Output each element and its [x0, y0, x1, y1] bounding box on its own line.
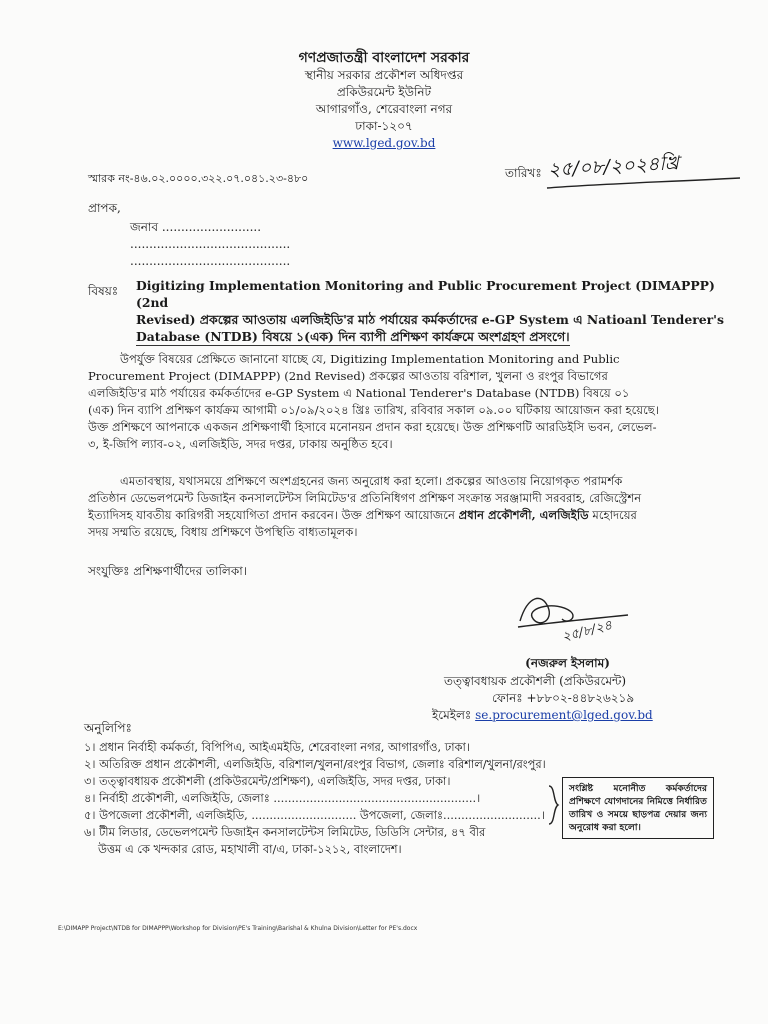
- website-link[interactable]: www.lged.gov.bd: [332, 136, 436, 150]
- attachment-note: সংযুক্তিঃ প্রশিক্ষণার্থীদের তালিকা।: [88, 564, 248, 578]
- cc-label: অনুলিপিঃ: [84, 721, 132, 735]
- paragraph-2: [88, 473, 736, 541]
- cc-item-4: ৪। নির্বাহী প্রকৌশলী, এলজিইডি, জেলাঃ ........................................................।: [84, 791, 481, 805]
- cc-item-3: ৩। তত্ত্বাবধায়ক প্রকৌশলী (প্রকিউরমেন্ট/প্রশিক্ষণ), এলজিইডি, সদর দপ্তর, ঢাকা।: [84, 774, 451, 788]
- date-scribble-icon: [545, 160, 745, 194]
- signatory-block: [432, 673, 653, 724]
- brace-icon: [547, 784, 561, 826]
- p1-line-6: ৩, ই-জিপি ল্যাব-০২, এলজিইডি, সদর দপ্তর, ঢাকায় অনুষ্ঠিত হবে।: [88, 437, 393, 451]
- handwritten-date: ২৫/০৮/২০২৪খ্রি: [547, 152, 680, 181]
- recipient-block: [130, 219, 290, 270]
- file-path-footer: E:\DIMAPP Project\NTDB for DIMAPPP\Workshop for Division\PE's Training\Barishal & Khulna Division\Letter for PE's.docx: [58, 925, 418, 932]
- p1-line-2: Procurement Project (DIMAPPP) (2nd Revised) প্রকল্পের আওতায় বরিশাল, খুলনা ও রংপুর বিভাগের: [88, 369, 608, 383]
- p1-line-5: উক্ত প্রশিক্ষণে আপনাকে একজন প্রশিক্ষণার্থী হিসাবে মনোনয়ন প্রদান করা হয়েছে। উক্ত প্রশিক্ষণটি আরডিইসি ভবন, লেভেল-: [88, 420, 657, 434]
- cc-item-1: ১। প্রধান নির্বাহী কর্মকর্তা, বিপিপিএ, আইএমইডি, শেরেবাংলা নগর, আগারগাঁও, ঢাকা।: [84, 740, 470, 754]
- email-label: ইমেইলঃ: [432, 708, 472, 722]
- paragraph-1: [88, 351, 736, 453]
- recipient-label: প্রাপক,: [88, 201, 121, 215]
- signatory-designation: তত্ত্বাবধায়ক প্রকৌশলী (প্রকিউরমেন্ট): [444, 674, 627, 688]
- subject-line-1: Digitizing Implementation Monitoring and Public Procurement Project (DIMAPPP) (2nd: [136, 278, 715, 310]
- memo-ref: স্মারক নং-৪৬.০২.০০০০.৩২২.০৭.০৪১.২৩-৪৮০: [88, 172, 309, 185]
- city-line: ঢাকা-১২০৭: [355, 119, 413, 133]
- p2-highlight: প্রধান প্রকৌশলী, এলজিইডি: [458, 508, 589, 522]
- cc-item-5: ৫। উপজেলা প্রকৌশলী, এলজিইডি, ............................. উপজেলা, জেলাঃ...........................।: [84, 808, 545, 822]
- cc-item-6: ৬। টীম লিডার, ডেভেলপমেন্ট ডিজাইন কনসালটেন্টস লিমিটেড, ডিডিসি সেন্টার, ৪৭ বীর: [84, 825, 486, 839]
- p1-line-1: উপর্যুক্ত বিষয়ের প্রেক্ষিতে জানানো যাচ্ছে যে, Digitizing Implementation Monitoring and Public: [120, 352, 620, 366]
- recipient-line-1: জনাব ..........................: [130, 220, 262, 234]
- letterhead: [0, 50, 768, 152]
- p2-line-3-end: মহোদয়ের: [592, 508, 637, 522]
- dept-name: স্থানীয় সরকার প্রকৌশল অধিদপ্তর: [304, 68, 464, 82]
- p2-line-3: ইত্যাদিসহ যাবতীয় কারিগরী সহযোগিতা প্রদান করবেন। উক্ত প্রশিক্ষণ আয়োজনে: [88, 508, 455, 522]
- signature-date: ২৫/৮/২৪: [560, 618, 614, 645]
- p2-line-4: সদয় সম্মতি রয়েছে, বিধায় প্রশিক্ষণে উপস্থিতি বাধ্যতামূলক।: [88, 525, 358, 539]
- date-label: তারিখঃ: [505, 166, 542, 180]
- p2-line-1: এমতাবস্থায়, যথাসময়ে প্রশিক্ষণে অংশগ্রহনের জন্য অনুরোধ করা হলো। প্রকল্পের আওতায় নিয়োগকৃত পরামর্শক: [120, 474, 623, 488]
- email-link[interactable]: se.procurement@lged.gov.bd: [475, 708, 653, 722]
- subject-line-2: Revised) প্রকল্পের আওতায় এলজিইডি'র মাঠ পর্যায়ের কর্মকর্তাদের e-GP System এ Natioanl Tenderer's: [136, 312, 724, 327]
- signatory-name: (নজরুল ইসলাম): [525, 656, 610, 670]
- p2-line-3-wrap: [88, 507, 736, 524]
- subject-label: বিষয়ঃ: [88, 284, 119, 298]
- instruction-box: সংশ্লিষ্ট মনোনীত কর্মকর্তাদের প্রশিক্ষণে যোগদানের নিমিত্তে নির্ধারিত তারিখ ও সময়ে ছাড়পত্র দেয়ার জন্য অনুরোধ করা হলো।: [562, 777, 714, 839]
- recipient-line-2: ..........................................: [130, 237, 291, 251]
- p2-line-2: প্রতিষ্ঠান ডেভেলপমেন্ট ডিজাইন কনসালটেন্টস লিমিটেড'র প্রতিনিধিগণ প্রশিক্ষণ সংক্রান্ত সরঞ্জামাদী সরবরাহ, রেজিস্ট্রেশন: [88, 491, 642, 505]
- recipient-line-3: ..........................................: [130, 254, 291, 268]
- cc-item-6-cont: উত্তম এ কে খন্দকার রোড, মহাখালী বা/এ, ঢাকা-১২১২, বাংলাদেশ।: [98, 842, 402, 856]
- unit-name: প্রকিউরমেন্ট ইউনিট: [336, 85, 432, 99]
- signatory-phone: ফোনঃ +৮৮০২-৪৪৮২৬২১৯: [492, 691, 635, 705]
- cc-item-2: ২। অতিরিক্ত প্রধান প্রকৌশলী, এলজিইডি, বরিশাল/খুলনা/রংপুর বিভাগ, জেলাঃ বরিশাল/খুলনা/রংপুর।: [84, 757, 546, 771]
- p1-line-3: এলজিইডি'র মাঠ পর্যায়ের কর্মকর্তাদের e-GP System এ National Tenderer's Database (NTDB) বিষয়ে ০১: [88, 386, 630, 400]
- p1-line-4: (এক) দিন ব্যাপি প্রশিক্ষণ কার্যক্রম আগামী ০১/০৯/২০২৪ খ্রিঃ তারিখ, রবিবার সকাল ০৯.০০ ঘটিকায় আয়োজন করা হয়েছে।: [88, 403, 659, 417]
- address-line: আগারগাঁও, শেরেবাংলা নগর: [315, 102, 453, 116]
- subject-text: [136, 277, 736, 346]
- subject-line-3: Database (NTDB) বিষয়ে ১(এক) দিন ব্যাপী প্রশিক্ষণ কার্যক্রমে অংশগ্রহণ প্রসংগে।: [136, 329, 570, 344]
- gov-name: গণপ্রজাতন্ত্রী বাংলাদেশ সরকার: [298, 50, 470, 66]
